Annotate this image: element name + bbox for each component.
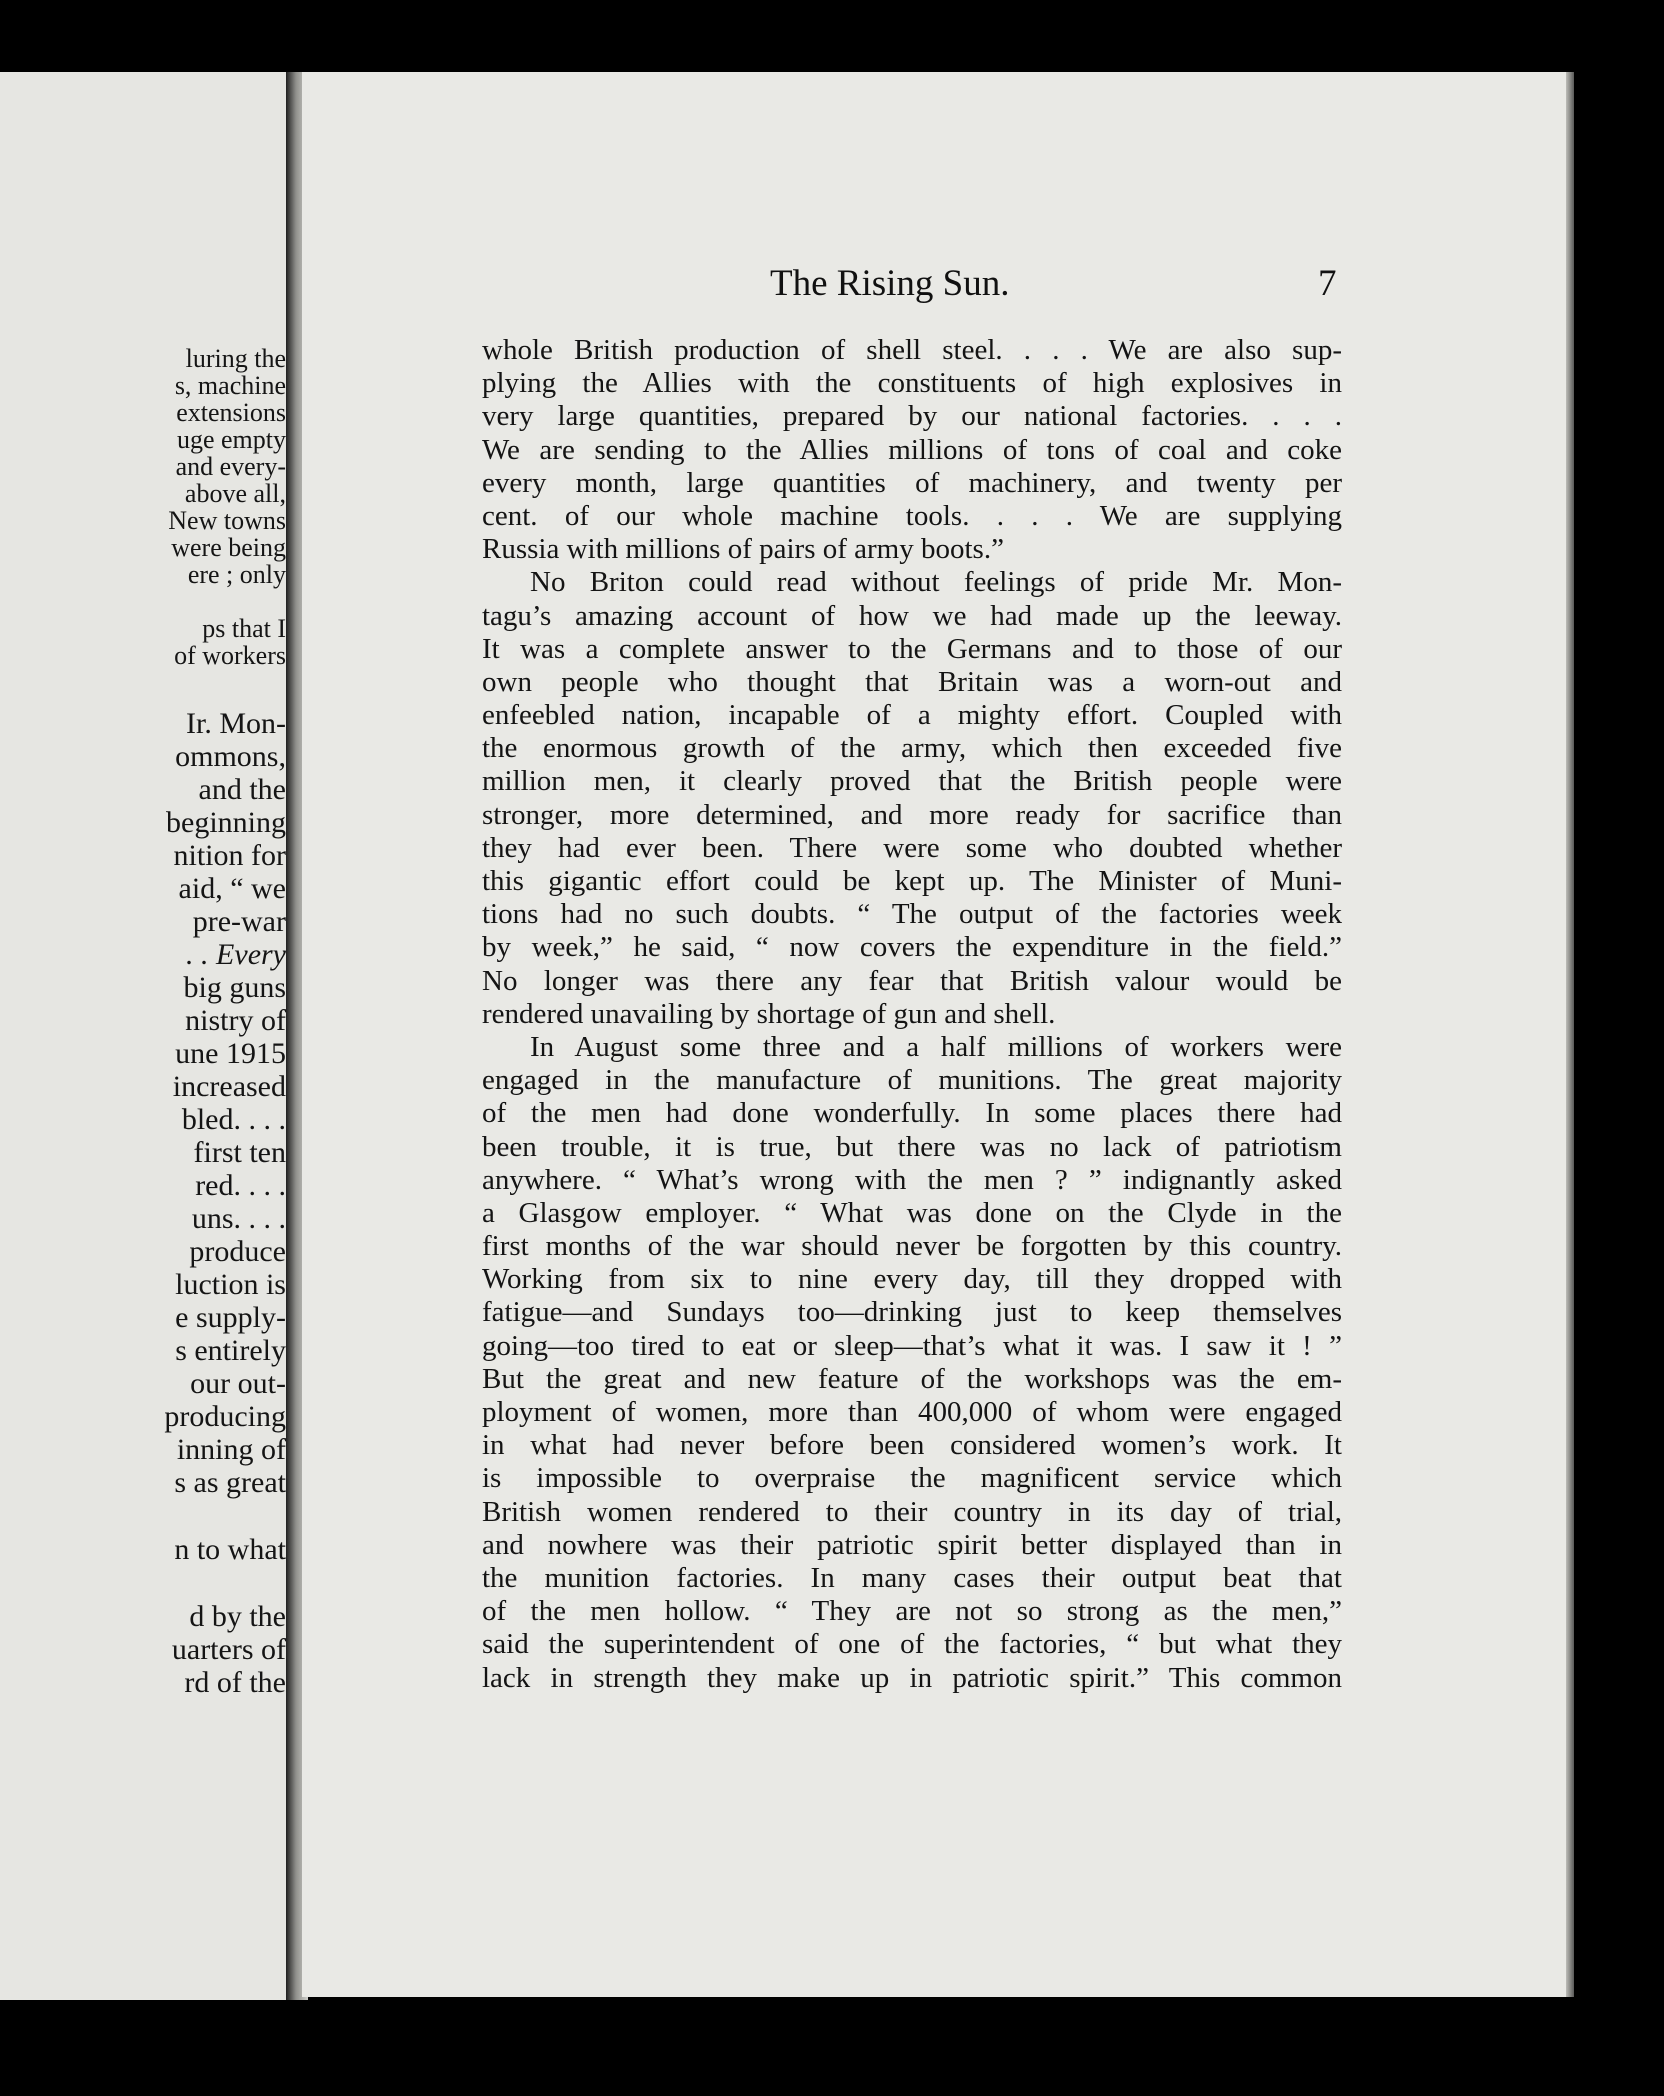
text-line: Working from six to nine every day, till they dropped with xyxy=(482,1263,1342,1296)
text-line: anywhere. “ What’s wrong with the men ? ” indignantly asked xyxy=(482,1163,1342,1196)
facing-line: first ten xyxy=(193,1136,286,1169)
facing-line: red. . . . xyxy=(195,1169,286,1202)
facing-line: luring the xyxy=(185,344,286,373)
facing-line: d by the xyxy=(189,1600,286,1633)
facing-line: inning of xyxy=(176,1433,286,1466)
text-line: the enormous growth of the army, which then exceeded five xyxy=(482,732,1342,765)
facing-line: and the xyxy=(198,773,286,806)
facing-line: were being xyxy=(171,533,286,562)
text-line: No Briton could read without feelings of pride Mr. Mon- xyxy=(530,566,1342,599)
facing-line: producing xyxy=(164,1400,286,1433)
facing-line: uarters of xyxy=(171,1633,286,1666)
body-text xyxy=(482,334,1342,1695)
text-line: We are sending to the Allies millions of tons of coal and coke xyxy=(482,433,1342,466)
facing-line: beginning xyxy=(166,806,286,839)
text-line: plying the Allies with the constituents of high explosives in xyxy=(482,367,1342,400)
text-line: own people who thought that Britain was a worn-out and xyxy=(482,665,1342,698)
text-line: But the great and new feature of the workshops was the em- xyxy=(482,1362,1342,1395)
facing-line: rd of the xyxy=(184,1666,286,1699)
text-line: fatigue—and Sundays too—drinking just to keep themselves xyxy=(482,1296,1342,1329)
text-line: Russia with millions of pairs of army boots.” xyxy=(482,533,1004,566)
text-line: million men, it clearly proved that the British people were xyxy=(482,765,1342,798)
facing-line: of workers xyxy=(174,641,286,670)
text-line: they had ever been. There were some who doubted whether xyxy=(482,831,1342,864)
facing-line: uge empty xyxy=(176,425,286,454)
text-line: British women rendered to their country in its day of trial, xyxy=(482,1495,1342,1528)
text-line: very large quantities, prepared by our national factories. . . . xyxy=(482,400,1342,433)
facing-line: n to what xyxy=(174,1533,286,1566)
facing-line: luction is xyxy=(175,1268,286,1301)
text-line: of the men hollow. “ They are not so strong as the men,” xyxy=(482,1595,1342,1628)
facing-page xyxy=(0,72,290,2000)
facing-line: and every- xyxy=(175,452,286,481)
facing-line: our out- xyxy=(190,1367,286,1400)
facing-line: . . Every xyxy=(186,938,286,971)
text-line: tions had no such doubts. “ The output of the factories week xyxy=(482,898,1342,931)
facing-line: e supply- xyxy=(175,1301,286,1334)
text-line: been trouble, it is true, but there was no lack of patriotism xyxy=(482,1130,1342,1163)
facing-line: nistry of xyxy=(185,1004,286,1037)
text-line: cent. of our whole machine tools. . . . We are supplying xyxy=(482,499,1342,532)
text-line: lack in strength they make up in patriotic spirit.” This common xyxy=(482,1661,1342,1694)
facing-line: s as great xyxy=(174,1466,286,1499)
facing-line: increased xyxy=(172,1070,286,1103)
text-line: tagu’s amazing account of how we had made up the leeway. xyxy=(482,599,1342,632)
facing-line: big guns xyxy=(183,971,286,1004)
facing-line: produce xyxy=(189,1235,286,1268)
text-line: ployment of women, more than 400,000 of whom were engaged xyxy=(482,1396,1342,1428)
page-edge xyxy=(1566,72,1574,1997)
text-line: In August some three and a half millions of workers were xyxy=(530,1030,1342,1063)
facing-line: s entirely xyxy=(175,1334,286,1367)
facing-line: s, machine xyxy=(174,371,286,400)
text-line: of the men had done wonderfully. In some places there had xyxy=(482,1097,1342,1130)
text-line: No longer was there any fear that British valour would be xyxy=(482,964,1342,997)
text-line: said the superintendent of one of the factories, “ but what they xyxy=(482,1628,1342,1661)
text-line: rendered unavailing by shortage of gun and shell. xyxy=(482,997,1056,1030)
text-line: going—too tired to eat or sleep—that’s what it was. I saw it ! ” xyxy=(482,1329,1342,1362)
text-line: the munition factories. In many cases their output beat that xyxy=(482,1561,1342,1594)
text-line: engaged in the manufacture of munitions. The great majority xyxy=(482,1064,1342,1097)
facing-line: ere ; only xyxy=(187,560,286,589)
facing-line: ps that I xyxy=(202,614,286,643)
text-line: in what had never before been considered women’s work. It xyxy=(482,1429,1342,1462)
text-line: and nowhere was their patriotic spirit better displayed than in xyxy=(482,1528,1342,1561)
running-head-title: The Rising Sun. xyxy=(770,263,1010,304)
facing-line: pre-war xyxy=(192,905,286,938)
facing-line: extensions xyxy=(176,398,286,427)
text-line: stronger, more determined, and more ready for sacrifice than xyxy=(482,798,1342,831)
text-line: this gigantic effort could be kept up. The Minister of Muni- xyxy=(482,865,1342,897)
text-line: a Glasgow employer. “ What was done on the Clyde in the xyxy=(482,1196,1342,1229)
facing-line: New towns xyxy=(168,506,286,535)
facing-line: ommons, xyxy=(175,740,286,773)
text-line: is impossible to overpraise the magnificent service which xyxy=(482,1462,1342,1495)
facing-line: uns. . . . xyxy=(191,1202,286,1235)
facing-line: nition for xyxy=(173,839,286,872)
text-line: by week,” he said, “ now covers the expenditure in the field.” xyxy=(482,931,1342,964)
text-line: enfeebled nation, incapable of a mighty effort. Coupled with xyxy=(482,699,1342,732)
facing-line: Ir. Mon- xyxy=(186,707,286,740)
facing-line: aid, “ we xyxy=(178,872,286,905)
facing-line: une 1915 xyxy=(175,1037,286,1070)
facing-line: above all, xyxy=(184,479,286,508)
text-line: first months of the war should never be forgotten by this country. xyxy=(482,1230,1342,1263)
text-line: whole British production of shell steel. . . . We are also sup- xyxy=(482,334,1342,366)
text-line: It was a complete answer to the Germans and to those of our xyxy=(482,632,1342,665)
text-line: every month, large quantities of machinery, and twenty per xyxy=(482,466,1342,499)
page-number: 7 xyxy=(1318,263,1337,304)
facing-line: bled. . . . xyxy=(181,1103,286,1136)
